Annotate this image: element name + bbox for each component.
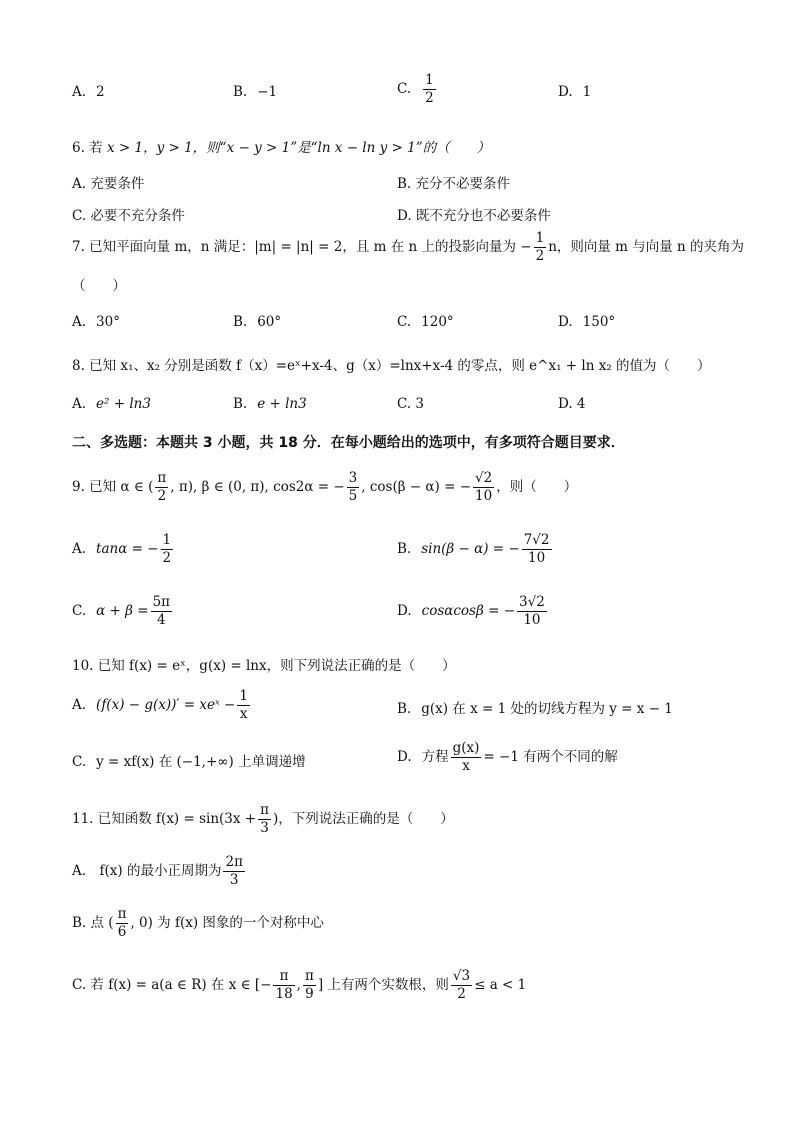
q8-option-a: A. e² + ln3 <box>72 396 151 412</box>
q10-option-a: A. (f(x) − g(x))′ = xeˣ − $\frac{1}{x}$ <box>72 688 248 722</box>
q9-option-b: B. sin(β − α) = − $\frac{7√2}{10}$ <box>397 532 550 566</box>
fraction: $\frac{\pi}{2}$ <box>157 470 167 504</box>
q6-option-d: D. 既不充分也不必要条件 <box>397 208 551 224</box>
q8-option-c: C. 3 <box>397 396 425 412</box>
fraction: $\frac{7√2}{10}$ <box>523 532 550 566</box>
q5-option-b: B. −1 <box>233 84 278 100</box>
fraction: $\frac{√2}{10}$ <box>475 470 493 504</box>
q10-option-b: B. g(x) 在 x = 1 处的切线方程为 y = x − 1 <box>397 701 673 717</box>
q11-option-c: C. 若 f(x) = a(a ∈ R) 在 x ∈ [− $\frac{\pi}{18}$ , $\frac{\pi}{9}$ ] 上有两个实数根，则 $\frac{√3}{2}$ ≤ a < 1 <box>72 968 527 1002</box>
q9-option-c: C. α + β = $\frac{5\pi}{4}$ <box>72 594 171 628</box>
q7-stem-paren: （ ） <box>72 278 126 294</box>
q6-option-a: A. 充要条件 <box>72 176 145 192</box>
q7-stem: 7. 已知平面向量 m，n 满足：|m| = |n| = 2，且 m 在 n 上的投影向量为 − $\frac{1}{2}$ n，则向量 m 与向量 n 的夹角为 <box>72 230 745 264</box>
q8-option-d: D. 4 <box>558 396 586 412</box>
q7-option-d: D. 150° <box>558 314 616 330</box>
q9-option-d: D. cosαcosβ = − $\frac{3√2}{10}$ <box>397 594 545 628</box>
fraction: $\frac{\pi}{3}$ <box>260 802 269 836</box>
fraction: $\frac{1}{2}$ <box>535 230 545 264</box>
fraction: $\frac{1}{2}$ <box>425 72 434 106</box>
q9-stem: 9. 已知 α ∈ ( $\frac{\pi}{2}$ , π), β ∈ (0, π), cos2α = − $\frac{3}{5}$ , cos(β − α) = − $\frac{√2}{10}$ ，则（ ） <box>72 470 578 504</box>
fraction: $\frac{3}{5}$ <box>348 470 358 504</box>
q10-option-c: C. y = xf(x) 在 (−1,+∞) 上单调递增 <box>72 754 306 770</box>
fraction: $\frac{√3}{2}$ <box>452 968 471 1002</box>
section-heading: 二、多选题：本题共 3 小题，共 18 分．在每小题给出的选项中，有多项符合题目要求． <box>72 435 625 451</box>
q7-option-c: C. 120° <box>397 314 454 330</box>
q8-option-b: B. e + ln3 <box>233 396 307 412</box>
fraction: $\frac{\pi}{6}$ <box>117 906 127 940</box>
fraction: $\frac{\pi}{18}$ <box>275 968 293 1002</box>
q11-stem: 11. 已知函数 f(x) = sin(3x + $\frac{\pi}{3}$ )，下列说法正确的是（ ） <box>72 802 454 836</box>
q5-option-d: D. 1 <box>558 84 592 100</box>
q6-option-c: C. 必要不充分条件 <box>72 208 185 224</box>
q10-option-d: D. 方程 $\frac{g(x)}{x}$ = −1 有两个不同的解 <box>397 740 618 774</box>
q7-option-a: A. 30° <box>72 314 120 330</box>
q11-option-b: B. 点 ( $\frac{\pi}{6}$ , 0) 为 f(x) 图象的一个对称中心 <box>72 906 324 940</box>
q8-stem: 8. 已知 x₁、x₂ 分别是函数 f（x）=eˣ+x-4、g（x）=lnx+x-4 的零点，则 e^x₁ + ln x₂ 的值为（ ） <box>72 358 711 374</box>
q10-stem: 10. 已知 f(x) = eˣ，g(x) = lnx，则下列说法正确的是（ ） <box>72 658 456 674</box>
fraction: $\frac{g(x)}{x}$ <box>452 740 480 774</box>
q9-option-a: A. tanα = − $\frac{1}{2}$ <box>72 532 172 566</box>
fraction: $\frac{1}{2}$ <box>162 532 172 566</box>
fraction: $\frac{1}{x}$ <box>239 688 248 722</box>
fraction: $\frac{\pi}{9}$ <box>304 968 314 1002</box>
q7-option-b: B. 60° <box>233 314 282 330</box>
q6-option-b: B. 充分不必要条件 <box>397 176 511 192</box>
q5-option-c: C. $\frac{1}{2}$ <box>397 72 434 106</box>
q5-option-a: A. 2 <box>72 84 105 100</box>
q11-option-a: A. f(x) 的最小正周期为 $\frac{2\pi}{3}$ <box>72 854 243 888</box>
fraction: $\frac{5\pi}{4}$ <box>152 594 171 628</box>
fraction: $\frac{3√2}{10}$ <box>519 594 545 628</box>
q6-stem: 6. 若 x > 1，y > 1，则“x − y > 1”是“ln x − ln y > 1”的（ ） <box>72 140 491 156</box>
fraction: $\frac{2\pi}{3}$ <box>225 854 243 888</box>
